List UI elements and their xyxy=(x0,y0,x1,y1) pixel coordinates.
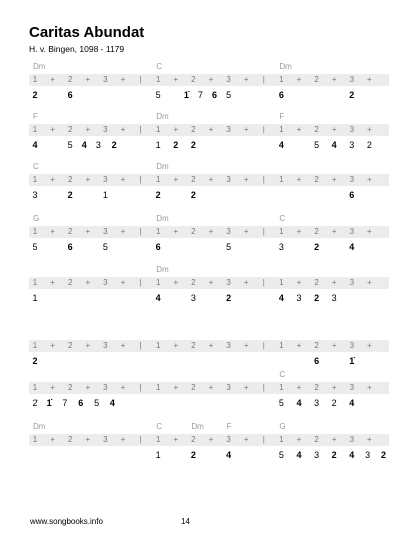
note-number: 6 xyxy=(155,242,161,252)
bar-line: | xyxy=(262,383,265,392)
beat-label: + xyxy=(367,278,372,287)
beat-label: + xyxy=(331,383,337,392)
note-number: 2 xyxy=(366,140,372,150)
beat-label: + xyxy=(331,341,337,350)
beat-label: 2 xyxy=(191,435,196,444)
beat-label: 1 xyxy=(32,435,38,444)
beat-label: 1 xyxy=(32,125,38,134)
beat-label: + xyxy=(173,383,179,392)
beat-label: + xyxy=(296,278,302,287)
beat-label: 2 xyxy=(67,227,73,236)
note-number: 5 xyxy=(278,398,284,408)
music-system xyxy=(29,112,389,162)
beat-label: 1 xyxy=(32,75,38,84)
note-number: 3 xyxy=(95,140,101,150)
chord-symbol: C xyxy=(279,370,286,379)
beat-label: + xyxy=(243,175,249,184)
beat-label: + xyxy=(120,383,126,392)
note-number: 2 xyxy=(173,140,179,150)
note-number: 2 xyxy=(67,190,73,200)
note-number: 2 xyxy=(314,242,320,252)
note-number: 2 xyxy=(190,450,196,460)
note-number: 5 xyxy=(102,242,108,252)
note-number: 3 xyxy=(331,293,337,303)
beat-label: 2 xyxy=(191,278,196,287)
note-number: 2 xyxy=(32,90,38,100)
music-system xyxy=(29,162,389,212)
beat-counter-bar xyxy=(29,174,389,186)
beat-counter-bar xyxy=(29,74,389,86)
beat-label: 2 xyxy=(191,341,196,350)
beat-label: + xyxy=(296,227,302,236)
beat-label: 3 xyxy=(103,383,108,392)
beat-label: + xyxy=(85,175,91,184)
beat-counter-bar xyxy=(29,124,389,136)
beat-counter-bar xyxy=(29,226,389,238)
beat-label: + xyxy=(173,75,179,84)
beat-label: 3 xyxy=(349,125,355,134)
beat-label: + xyxy=(367,175,372,184)
beat-label: 1 xyxy=(155,341,161,350)
bar-line: | xyxy=(139,435,142,444)
note-number: 5 xyxy=(314,140,320,150)
chord-symbol: Dm xyxy=(156,214,169,223)
note-number: 2 xyxy=(226,293,232,303)
note-number: 2 xyxy=(111,140,117,150)
chord-symbol: G xyxy=(279,422,286,431)
note-number: 5 xyxy=(94,398,100,408)
note-number: 5 xyxy=(226,242,232,252)
beat-label: + xyxy=(173,175,179,184)
beat-label: 1 xyxy=(279,341,284,350)
beat-label: + xyxy=(120,227,126,236)
beat-label: 2 xyxy=(314,227,319,236)
music-system xyxy=(29,422,389,472)
beat-label: + xyxy=(208,435,214,444)
beat-label: 1 xyxy=(155,227,161,236)
note-number: 7 xyxy=(197,90,203,100)
bar-line: | xyxy=(262,175,265,184)
note-number: 2 xyxy=(331,398,337,408)
note-number: 6 xyxy=(67,90,73,100)
beat-label: + xyxy=(50,125,55,134)
chord-symbol: F xyxy=(279,112,285,121)
bar-line: | xyxy=(262,341,265,350)
beat-label: 1 xyxy=(279,227,284,236)
note-number: 4 xyxy=(331,140,337,150)
chord-symbol: G xyxy=(33,214,40,223)
chord-symbol: F xyxy=(33,112,38,121)
beat-label: + xyxy=(208,175,214,184)
beat-label: 1 xyxy=(155,435,161,444)
bar-line: | xyxy=(139,341,142,350)
beat-label: + xyxy=(367,125,372,134)
note-number: 6 xyxy=(349,190,355,200)
beat-label: 1 xyxy=(279,435,284,444)
beat-label: + xyxy=(50,383,55,392)
note-number: 3 xyxy=(32,190,38,200)
note-number: 5 xyxy=(32,242,38,252)
beat-label: + xyxy=(243,227,249,236)
composer-credit: H. v. Bingen, 1098 - 1179 xyxy=(29,44,125,54)
beat-label: 2 xyxy=(67,278,73,287)
bar-line: | xyxy=(139,383,142,392)
beat-label: 3 xyxy=(103,175,108,184)
music-system xyxy=(29,62,389,112)
beat-label: 2 xyxy=(314,341,319,350)
beat-label: 1 xyxy=(279,278,284,287)
beat-label: 1 xyxy=(279,383,284,392)
beat-label: + xyxy=(120,175,126,184)
note-number: 4 xyxy=(109,398,115,408)
note-number: 4 xyxy=(349,450,355,460)
chord-symbol: C xyxy=(156,62,162,71)
song-title: Caritas Abundat xyxy=(29,24,145,41)
beat-label: 3 xyxy=(349,383,355,392)
beat-label: 3 xyxy=(226,75,231,84)
note-number: 2 xyxy=(190,190,196,200)
note-number: 5 xyxy=(226,90,232,100)
beat-label: 3 xyxy=(103,227,108,236)
beat-label: 2 xyxy=(314,125,319,134)
beat-label: + xyxy=(367,435,372,444)
beat-label: 3 xyxy=(103,125,108,134)
chord-symbol: C xyxy=(279,214,286,223)
beat-label: + xyxy=(208,383,214,392)
beat-label: + xyxy=(85,341,91,350)
bar-line: | xyxy=(262,435,265,444)
note-number: 2 xyxy=(190,140,196,150)
bar-line: | xyxy=(139,278,142,287)
note-number: 4 xyxy=(81,140,87,150)
beat-label: + xyxy=(367,227,372,236)
note-number: 1̇ xyxy=(349,356,355,366)
note-number: 2 xyxy=(331,450,337,460)
beat-label: 1 xyxy=(32,227,38,236)
beat-label: + xyxy=(50,227,55,236)
beat-label: 1 xyxy=(32,278,38,287)
note-number: 2 xyxy=(314,293,320,303)
note-number: 4 xyxy=(278,140,284,150)
note-number: 3 xyxy=(278,242,284,252)
beat-label: 2 xyxy=(314,278,319,287)
beat-label: + xyxy=(296,383,302,392)
note-number: 3 xyxy=(314,450,320,460)
beat-label: 1 xyxy=(279,175,284,184)
bar-line: | xyxy=(139,175,142,184)
note-number: 2 xyxy=(349,90,355,100)
beat-label: 2 xyxy=(191,175,196,184)
beat-label: + xyxy=(85,278,91,287)
beat-label: + xyxy=(120,435,126,444)
beat-label: 1 xyxy=(155,125,161,134)
bar-line: | xyxy=(139,125,142,134)
beat-label: 2 xyxy=(67,125,73,134)
beat-label: + xyxy=(331,227,337,236)
beat-label: + xyxy=(120,341,126,350)
beat-label: + xyxy=(243,278,249,287)
music-system xyxy=(29,214,389,264)
bar-line: | xyxy=(139,227,142,236)
beat-label: + xyxy=(173,125,179,134)
beat-label: 3 xyxy=(226,227,231,236)
beat-label: + xyxy=(296,175,302,184)
chord-symbol: Dm xyxy=(156,112,169,121)
chord-symbol: Dm xyxy=(279,62,292,71)
beat-label: + xyxy=(296,435,302,444)
beat-label: + xyxy=(243,125,249,134)
beat-label: 3 xyxy=(349,227,355,236)
chord-symbol: F xyxy=(226,422,232,431)
beat-label: + xyxy=(120,75,126,84)
beat-label: 2 xyxy=(314,175,319,184)
note-number: 4 xyxy=(226,450,232,460)
note-number: 2 xyxy=(155,190,161,200)
beat-label: + xyxy=(173,341,179,350)
beat-label: 2 xyxy=(191,383,196,392)
beat-label: 2 xyxy=(314,435,319,444)
beat-label: + xyxy=(296,75,302,84)
note-number: 7 xyxy=(62,398,68,408)
beat-label: + xyxy=(85,383,91,392)
beat-label: 3 xyxy=(226,341,231,350)
beat-label: + xyxy=(243,75,249,84)
note-number: 1 xyxy=(155,450,161,460)
note-number: 4 xyxy=(32,140,38,150)
note-number: 4 xyxy=(296,450,302,460)
beat-label: + xyxy=(208,278,214,287)
beat-counter-bar xyxy=(29,382,389,394)
beat-label: 2 xyxy=(191,227,196,236)
beat-label: + xyxy=(243,383,249,392)
beat-label: + xyxy=(173,227,179,236)
beat-label: + xyxy=(85,125,91,134)
note-number: 5 xyxy=(278,450,284,460)
beat-label: 1 xyxy=(32,383,38,392)
chord-symbol: Dm xyxy=(33,422,46,431)
beat-label: + xyxy=(331,125,337,134)
music-system xyxy=(29,265,389,315)
beat-label: + xyxy=(367,341,372,350)
beat-label: 2 xyxy=(67,175,73,184)
bar-line: | xyxy=(262,75,265,84)
note-number: 1̇ xyxy=(46,398,52,408)
beat-label: + xyxy=(85,227,91,236)
note-number: 5 xyxy=(67,140,73,150)
note-number: 6 xyxy=(78,398,84,408)
beat-label: + xyxy=(208,125,214,134)
beat-label: + xyxy=(85,435,91,444)
beat-label: + xyxy=(173,278,179,287)
note-number: 6 xyxy=(212,90,218,100)
bar-line: | xyxy=(139,75,142,84)
beat-label: + xyxy=(367,75,372,84)
note-number: 3 xyxy=(314,398,320,408)
beat-label: + xyxy=(173,435,179,444)
beat-label: + xyxy=(208,75,214,84)
beat-label: 2 xyxy=(314,383,319,392)
beat-label: 2 xyxy=(67,435,73,444)
note-number: 2 xyxy=(32,356,38,366)
note-number: 4 xyxy=(155,293,161,303)
beat-label: 3 xyxy=(226,383,231,392)
bar-line: | xyxy=(262,278,265,287)
beat-label: + xyxy=(120,125,126,134)
note-number: 4 xyxy=(349,398,355,408)
beat-label: 3 xyxy=(349,435,355,444)
beat-label: 1 xyxy=(32,341,38,350)
beat-label: + xyxy=(331,175,337,184)
beat-label: 3 xyxy=(103,435,108,444)
beat-label: + xyxy=(50,175,55,184)
chord-symbol: Dm xyxy=(191,422,204,431)
note-number: 5 xyxy=(155,90,161,100)
note-number: 1 xyxy=(155,140,161,150)
beat-label: 1 xyxy=(155,383,161,392)
beat-label: 3 xyxy=(226,175,231,184)
beat-label: + xyxy=(208,341,214,350)
chord-symbol: Dm xyxy=(156,162,169,171)
beat-label: 3 xyxy=(349,75,355,84)
beat-label: + xyxy=(50,75,55,84)
beat-label: 3 xyxy=(349,341,355,350)
beat-label: + xyxy=(85,75,91,84)
note-number: 3 xyxy=(296,293,302,303)
beat-label: 3 xyxy=(226,278,231,287)
beat-label: 2 xyxy=(67,341,73,350)
beat-label: + xyxy=(50,341,55,350)
beat-label: 2 xyxy=(67,383,73,392)
beat-label: 3 xyxy=(349,278,355,287)
note-number: 2 xyxy=(380,450,386,460)
note-number: 6 xyxy=(67,242,73,252)
beat-label: + xyxy=(331,278,337,287)
beat-label: + xyxy=(367,383,372,392)
note-number: 6 xyxy=(278,90,284,100)
note-number: 1 xyxy=(32,293,38,303)
beat-label: + xyxy=(331,435,337,444)
beat-label: 2 xyxy=(314,75,319,84)
beat-label: 3 xyxy=(349,175,355,184)
note-number: 3 xyxy=(190,293,196,303)
beat-label: 2 xyxy=(67,75,73,84)
note-number: 3 xyxy=(349,140,355,150)
beat-label: + xyxy=(208,227,214,236)
note-number: 6 xyxy=(314,356,320,366)
beat-label: 1 xyxy=(279,75,284,84)
beat-label: 1 xyxy=(279,125,284,134)
beat-counter-bar xyxy=(29,340,389,352)
beat-label: + xyxy=(296,125,302,134)
beat-label: + xyxy=(296,341,302,350)
bar-line: | xyxy=(262,227,265,236)
beat-label: 3 xyxy=(103,341,108,350)
chord-symbol: Dm xyxy=(156,265,169,274)
note-number: 3 xyxy=(365,450,371,460)
beat-label: + xyxy=(243,341,249,350)
note-number: 4 xyxy=(278,293,284,303)
beat-label: 1 xyxy=(155,278,161,287)
note-number: 1 xyxy=(102,190,108,200)
beat-label: 1 xyxy=(155,75,161,84)
beat-label: + xyxy=(331,75,337,84)
beat-label: + xyxy=(243,435,249,444)
beat-counter-bar xyxy=(29,277,389,289)
chord-symbol: Dm xyxy=(33,62,46,71)
beat-label: 3 xyxy=(226,125,231,134)
beat-label: 1 xyxy=(155,175,161,184)
beat-label: + xyxy=(120,278,126,287)
bar-line: | xyxy=(262,125,265,134)
beat-label: 2 xyxy=(191,125,196,134)
chord-symbol: C xyxy=(33,162,39,171)
chord-symbol: C xyxy=(156,422,162,431)
page-number: 14 xyxy=(181,517,190,526)
note-number: 4 xyxy=(349,242,355,252)
beat-label: 3 xyxy=(103,278,108,287)
note-number: 2̇ xyxy=(32,398,38,408)
beat-label: + xyxy=(50,435,55,444)
beat-label: 3 xyxy=(103,75,108,84)
beat-label: 1 xyxy=(32,175,38,184)
footer-url: www.songbooks.info xyxy=(30,517,103,526)
note-number: 4 xyxy=(296,398,302,408)
beat-counter-bar xyxy=(29,434,389,446)
beat-label: 2 xyxy=(191,75,196,84)
beat-label: 3 xyxy=(226,435,231,444)
note-number: 1̇ xyxy=(183,90,189,100)
beat-label: + xyxy=(50,278,55,287)
music-system xyxy=(29,370,389,420)
